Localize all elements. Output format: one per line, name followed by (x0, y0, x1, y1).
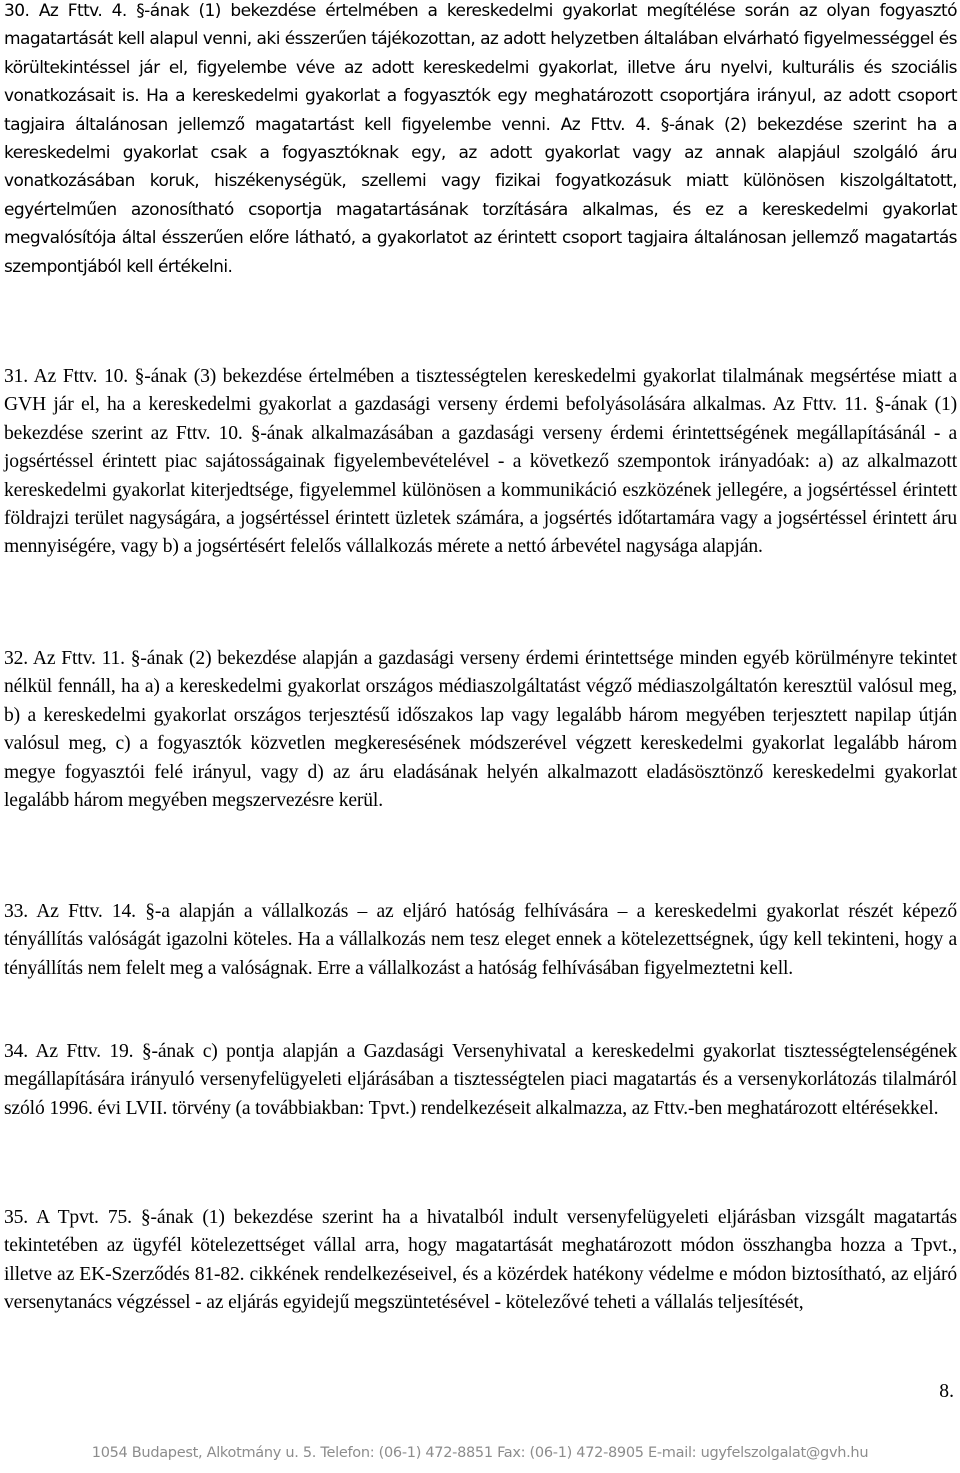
paragraph-31: 31. Az Fttv. 10. §-ának (3) bekezdése értelmében a tisztességtelen kereskedelmi gyakorlat tilalmának megsértése miatt a GVH jár el, ha a kereskedelmi gyakorlat a gazdasági verseny érdemi befolyásolására alkalmas. Az Fttv. 11. §-ának (1) bekezdése szerint az Fttv. 10. §-ának alkalmazásában a gazdasági verseny érdemi érintettségének megállapításánál - a jogsértéssel érintett piac sajátosságainak figyelembevételével - a következő szempontok irányadóak: a) az alkalmazott kereskedelmi gyakorlat kiterjedtsége, figyelemmel különösen a kommunikáció eszközének jellegére, a jogsértéssel érintett földrajzi terület nagyságára, a jogsértéssel érintett üzletek számára, a jogsértés időtartamára vagy a jogsértéssel érintett áru mennyiségére, vagy b) a jogsértésért felelős vállalkozás mérete a nettó árbevétel nagysága alapján. (4, 366, 957, 558)
paragraph-32: 32. Az Fttv. 11. §-ának (2) bekezdése alapján a gazdasági verseny érdemi érintettsége minden egyéb körülményre tekintet nélkül fennáll, ha a) a kereskedelmi gyakorlat országos médiaszolgáltatást végző médiaszolgáltatón keresztül valósul meg, b) a kereskedelmi gyakorlat országos terjesztésű időszakos lap vagy legalább három megyében terjesztett napilap útján valósul meg, c) a fogyasztók közvetlen megkeresésének módszerével végzett kereskedelmi gyakorlat legalább három megye fogyasztói felé irányul, vagy d) az áru eladásának helyén alkalmazott eladásösztönző kereskedelmi gyakorlat legalább három megyében megszervezésre kerül. (4, 648, 957, 812)
page-footer: 1054 Budapest, Alkotmány u. 5. Telefon: (06-1) 472-8851 Fax: (06-1) 472-8905 E-mail: ugyfelszolgalat@gvh.hu (91, 1445, 869, 1461)
page-number: 8. (939, 1381, 954, 1402)
paragraph-34: 34. Az Fttv. 19. §-ának c) pontja alapján a Gazdasági Versenyhivatal a kereskedelmi gyakorlat tisztességtelenségének megállapítására irányuló versenyfelügyeleti eljárásában a tisztességtelen piaci magatartás és a versenykorlátozás tilalmáról szóló 1996. évi LVII. törvény (a továbbiakban: Tpvt.) rendelkezéseit alkalmazza, az Fttv.-ben meghatározott eltérésekkel. (4, 1041, 957, 1119)
paragraph-30: 30. Az Fttv. 4. §-ának (1) bekezdése értelmében a kereskedelmi gyakorlat megítélése során az olyan fogyasztó magatartását kell alapul venni, aki ésszerűen tájékozottan, az adott helyzetben általában elvárható figyelmességgel és körültekintéssel jár el, figyelembe véve az adott kereskedelmi gyakorlat, illetve áru nyelvi, kulturális és szociális vonatkozásait is. Ha a kereskedelmi gyakorlat a fogyasztók egy meghatározott csoportjára irányul, az adott csoport tagjaira általánosan jellemző magatartást kell figyelembe venni. Az Fttv. 4. §-ának (2) bekezdése szerint ha a kereskedelmi gyakorlat csak a fogyasztóknak egy, az adott gyakorlat vagy az annak alapjául szolgáló áru vonatkozásában koruk, hiszékenységük, szellemi vagy fizikai fogyatkozásuk miatt különösen kiszolgáltatott, egyértelműen azonosítható csoportja magatartásának torzítására alkalmas, és ez a kereskedelmi gyakorlat megvalósítója által ésszerűen előre látható, a gyakorlatot az érintett csoport tagjaira általánosan jellemző magatartás szempontjából kell értékelni. (4, 1, 957, 277)
paragraph-35: 35. A Tpvt. 75. §-ának (1) bekezdése szerint ha a hivatalból indult versenyfelügyeleti eljárásban vizsgált magatartás tekintetében az ügyfél kötelezettséget vállal arra, hogy magatartását meghatározott módon összhangba hozza a Tpvt., illetve az EK-Szerződés 81-82. cikkének rendelkezéseivel, és a közérdek hatékony védelme e módon biztosítható, az eljáró versenytanács végzéssel - az eljárás egyidejű megszüntetésével - kötelezővé teheti a vállalás teljesítését, (4, 1207, 957, 1314)
paragraph-33: 33. Az Fttv. 14. §-a alapján a vállalkozás – az eljáró hatóság felhívására – a kereskedelmi gyakorlat részét képező tényállítás valóságát igazolni köteles. Ha a vállalkozás nem tesz eleget ennek a kötelezettségnek, úgy kell tekinteni, hogy a tényállítás nem felelt meg a valóságnak. Erre a vállalkozást a hatóság felhívásában figyelmeztetni kell. (4, 901, 957, 979)
